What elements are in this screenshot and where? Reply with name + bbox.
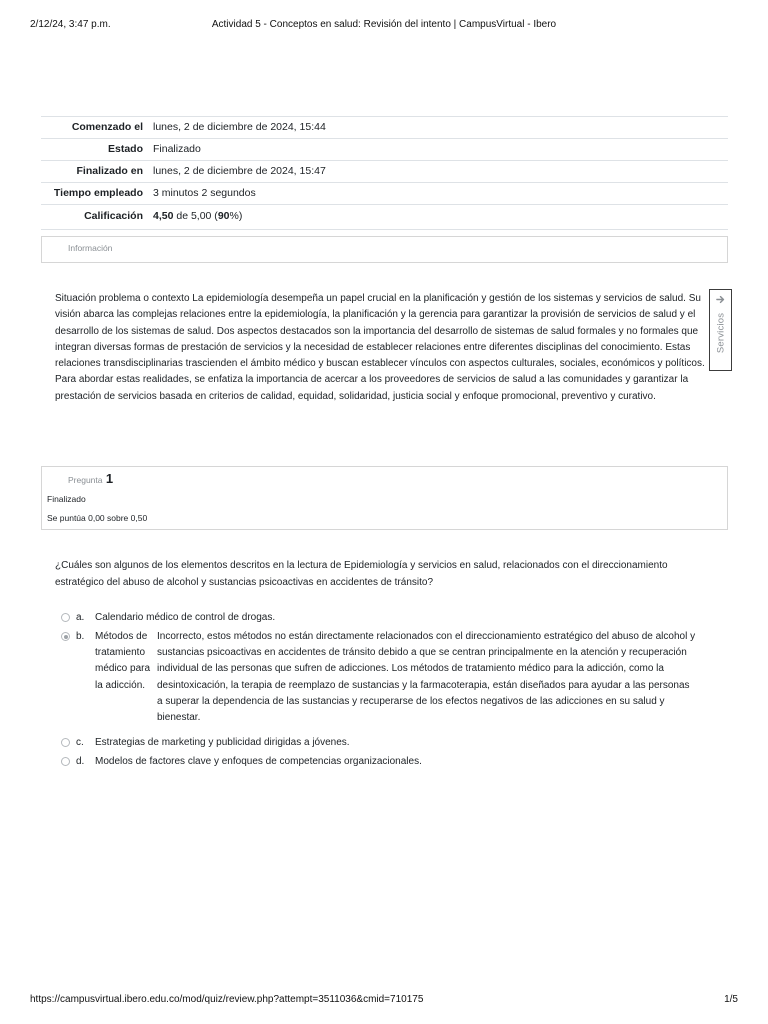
arrow-right-icon [710, 295, 731, 307]
attempt-summary-table [41, 116, 728, 230]
answer-letter: a. [76, 612, 85, 623]
grade-value [147, 205, 728, 230]
finished-label: Finalizado en [76, 165, 143, 177]
state-value: Finalizado [153, 143, 201, 155]
grade-end: %) [229, 210, 243, 222]
question-info-box [41, 466, 728, 530]
summary-row-started [41, 117, 728, 139]
grade-score: 4,50 [153, 210, 174, 222]
grade-percent: 90 [217, 210, 230, 222]
time-value: 3 minutos 2 segundos [153, 187, 256, 199]
question-number-value: 1 [105, 471, 114, 486]
started-value: lunes, 2 de diciembre de 2024, 15:44 [153, 121, 326, 133]
finished-value: lunes, 2 de diciembre de 2024, 15:47 [153, 165, 326, 177]
question-text: ¿Cuáles son algunos de los elementos descritos en la lectura de Epidemiología y servicios en salud, relacionados con el direccionamiento estratégico del abuso de alcohol y sustancias psicoactivas en accidentes de tránsito? [55, 560, 668, 588]
time-label: Tiempo empleado [53, 187, 143, 199]
answer-feedback: Incorrecto, estos métodos no están directamente relacionados con el direccionamiento estratégico del abuso de alcohol y sustancias psicoactivas en accidentes de tránsito debido a que se centran principalmente en la atención y recuperación individual de las personas que sufren de adicciones. Los métodos de tratamiento médico para la adicción, como la desintoxicación, la terapia de reemplazo de sustancias y la farmacoterapia, están diseñados para ayudar a las personas a superar la dependencia de las sustancias y recuperarse de los efectos negativos de las adicciones en su salud y bienestar. [157, 631, 696, 724]
summary-row-finished [41, 161, 728, 183]
state-label: Estado [107, 143, 143, 155]
page-number: 1/5 [724, 994, 738, 1005]
started-label: Comenzado el [71, 121, 143, 133]
radio-button[interactable] [61, 757, 70, 766]
grade-label: Calificación [84, 210, 143, 222]
print-header [30, 19, 738, 33]
page-url: https://campusvirtual.ibero.edu.co/mod/quiz/review.php?attempt=3511036&cmid=710175 [30, 994, 424, 1005]
answer-letter: d. [76, 756, 85, 767]
question-state: Finalizado [47, 494, 86, 504]
question-grade: Se puntúa 0,00 sobre 0,50 [47, 513, 148, 523]
answer-text: Métodos de tratamiento médico para la adicción. [95, 631, 151, 691]
grade-mid: de 5,00 ( [173, 210, 218, 222]
radio-button[interactable] [61, 613, 70, 622]
answer-text: Calendario médico de control de drogas. [95, 612, 276, 623]
summary-row-time [41, 183, 728, 205]
answer-letter: c. [76, 737, 84, 748]
print-footer [30, 994, 738, 1008]
summary-row-state [41, 139, 728, 161]
context-paragraph: Situación problema o contexto La epidemiología desempeña un papel crucial en la planificación y gestión de los sistemas y servicios de salud. Su visión abarca las complejas relaciones entre la epidemiología, la planificación y la gerencia para garantizar la provisión de servicios de salud y el desarrollo de los sistemas de salud. Dos aspectos destacados son la importancia del desarrollo de sistemas de salud formales y no formales que integran diversas formas de prestación de servicios y la necesidad de establecer relaciones entre diferentes disciplinas del conocimiento. Estas relaciones transdisciplinarias trascienden el ámbito médico y buscan establecer vínculos con aspectos culturales, sociales, económicos y políticos. Para abordar estas realidades, se enfatiza la importancia de acercar a los proveedores de servicios de salud a las comunidades y garantizar la prestación de servicios basada en criterios de calidad, equidad, solidaridad, justicia social y enfoque promocional, preventivo y curativo. [55, 293, 705, 402]
radio-button[interactable] [61, 738, 70, 747]
radio-button-selected[interactable] [61, 632, 70, 641]
question-prefix: Pregunta [68, 475, 103, 485]
services-tab-label: Servicios [715, 312, 727, 354]
question-number [68, 471, 113, 486]
information-label: Información [68, 243, 113, 253]
summary-row-grade [41, 205, 728, 230]
answer-letter: b. [76, 631, 85, 642]
services-drawer-tab[interactable] [709, 289, 732, 371]
answer-text: Modelos de factores clave y enfoques de competencias organizacionales. [95, 756, 422, 767]
print-datetime: 2/12/24, 3:47 p.m. [30, 19, 111, 30]
print-page-title: Actividad 5 - Conceptos en salud: Revisión del intento | CampusVirtual - Ibero [211, 19, 557, 30]
information-box [41, 236, 728, 263]
answer-text: Estrategias de marketing y publicidad dirigidas a jóvenes. [95, 737, 350, 748]
